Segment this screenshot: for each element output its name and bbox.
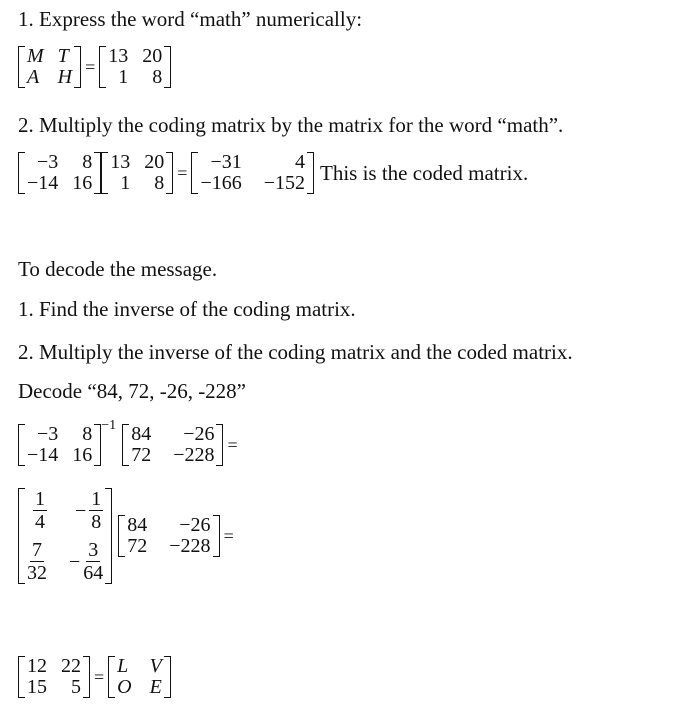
matrix-cell: 22 (61, 655, 81, 677)
math-matrix (101, 152, 173, 194)
coded-matrix (191, 152, 314, 194)
matrix-cell: 8 (82, 151, 93, 173)
decode-step2: 2. Multiply the inverse of the coding matrix and the coded matrix. (18, 340, 573, 364)
matrix-cell: −14 (27, 444, 59, 466)
message-matrix (122, 424, 223, 466)
coding-matrix-b (18, 424, 101, 466)
equals-sign: = (223, 525, 234, 546)
matrix-cell: 13 (110, 151, 131, 173)
matrix-cell: $\frac{7}{32}$ (27, 539, 47, 584)
matrix-cell: 16 (72, 444, 93, 466)
matrix-cell: 1 (120, 172, 131, 194)
matrix-cell: −14 (27, 172, 59, 194)
decode-step1: 1. Find the inverse of the coding matrix. (18, 297, 356, 321)
matrix-cell: 15 (27, 676, 47, 698)
matrix-cell: −152 (263, 172, 305, 194)
step2-text: 2. Multiply the coding matrix by the matrix for the word “math”. (18, 113, 564, 137)
matrix-cell: 84 (127, 514, 148, 536)
matrix-cell: −26 (183, 423, 215, 445)
matrix-cell: −166 (200, 172, 242, 194)
letter-matrix (18, 46, 81, 88)
result-equation (18, 656, 171, 698)
equals-sign: = (177, 162, 188, 183)
matrix-cell: 8 (154, 172, 165, 194)
decode-title: To decode the message. (18, 257, 218, 281)
equals-sign: = (94, 666, 105, 687)
matrix-cell: 72 (127, 535, 148, 557)
inverse-matrix (18, 488, 112, 584)
matrix-cell: E (149, 676, 162, 698)
matrix-cell: 8 (82, 423, 93, 445)
matrix-cell: L (117, 655, 129, 677)
result-number-matrix (18, 656, 90, 698)
matrix-cell: 72 (131, 444, 152, 466)
matrix-cell: T (57, 45, 69, 67)
equals-sign: = (227, 434, 238, 455)
matrix-cell: − $\frac{1}{8}$ (75, 488, 102, 533)
matrix-cell: 4 (295, 151, 305, 173)
matrix-cell: 5 (71, 676, 81, 698)
matrix-cell: 12 (27, 655, 47, 677)
math-letters-equation (18, 46, 171, 88)
message-matrix-b (118, 515, 219, 557)
matrix-cell: A (27, 66, 40, 88)
number-matrix (99, 46, 171, 88)
matrix-cell: 16 (72, 172, 93, 194)
decode-prompt: Decode “84, 72, -26, -228” (18, 379, 247, 403)
coded-matrix-note: This is the coded matrix. (320, 160, 529, 185)
matrix-cell: − $\frac{3}{64}$ (69, 539, 104, 584)
matrix-cell: −228 (173, 444, 215, 466)
matrix-cell: M (27, 45, 44, 67)
matrix-cell: $\frac{1}{4}$ (35, 488, 45, 533)
inverse-equation (18, 418, 242, 466)
matrix-cell: −31 (210, 151, 242, 173)
matrix-cell: −3 (37, 423, 59, 445)
matrix-cell: 1 (118, 66, 129, 88)
matrix-cell: 13 (108, 45, 129, 67)
fraction-equation (18, 488, 238, 584)
matrix-cell: −228 (169, 535, 211, 557)
result-letter-matrix (108, 656, 171, 698)
matrix-cell: O (117, 676, 132, 698)
matrix-cell: 8 (152, 66, 163, 88)
matrix-cell: H (57, 66, 73, 88)
matrix-cell: V (149, 655, 162, 677)
matrix-cell: 20 (142, 45, 163, 67)
inverse-exponent: −1 (101, 418, 117, 433)
matrix-cell: 20 (144, 151, 165, 173)
matrix-cell: −26 (179, 514, 211, 536)
matrix-cell: 84 (131, 423, 152, 445)
matrix-cell: −3 (37, 151, 59, 173)
coding-matrix (18, 152, 101, 194)
step1-text: 1. Express the word “math” numerically: (18, 7, 363, 31)
equals-sign: = (85, 56, 96, 77)
coding-equation (18, 152, 528, 194)
